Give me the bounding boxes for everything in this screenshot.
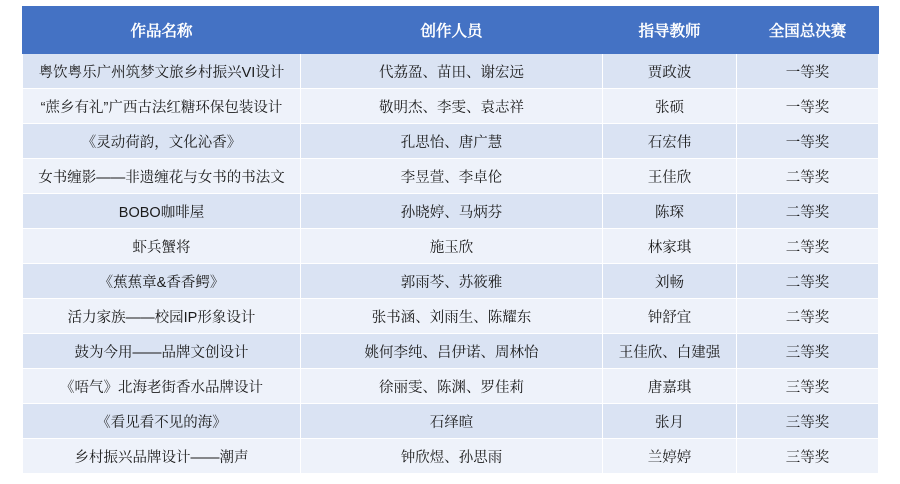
- cell-work-name: 《蕉蕉章&香香鳄》: [23, 264, 301, 299]
- cell-advisor: 林家琪: [603, 229, 737, 264]
- table-row: [23, 299, 879, 334]
- table-body: [23, 54, 879, 474]
- cell-creators: 钟欣煜、孙思雨: [301, 439, 603, 474]
- column-header-work-name: 作品名称: [23, 7, 301, 54]
- cell-advisor: 陈琛: [603, 194, 737, 229]
- cell-work-name: 《看见看不见的海》: [23, 404, 301, 439]
- table-header: [23, 7, 879, 54]
- cell-advisor: 张月: [603, 404, 737, 439]
- cell-work-name: 《灵动荷韵，文化沁香》: [23, 124, 301, 159]
- cell-creators: 孔思怡、唐广慧: [301, 124, 603, 159]
- cell-national-final: 二等奖: [737, 299, 879, 334]
- cell-advisor: 兰婷婷: [603, 439, 737, 474]
- cell-advisor: 贾政波: [603, 54, 737, 89]
- table-row: [23, 404, 879, 439]
- cell-national-final: 三等奖: [737, 404, 879, 439]
- cell-work-name: 活力家族——校园IP形象设计: [23, 299, 301, 334]
- cell-national-final: 一等奖: [737, 124, 879, 159]
- table-row: [23, 54, 879, 89]
- cell-creators: 孙晓婷、马炳芬: [301, 194, 603, 229]
- table-row: [23, 159, 879, 194]
- table-row: [23, 229, 879, 264]
- cell-national-final: 二等奖: [737, 264, 879, 299]
- table-row: [23, 124, 879, 159]
- cell-creators: 李昱萱、李卓伦: [301, 159, 603, 194]
- cell-advisor: 刘畅: [603, 264, 737, 299]
- cell-advisor: 张硕: [603, 89, 737, 124]
- cell-advisor: 王佳欣、白建强: [603, 334, 737, 369]
- cell-creators: 张书涵、刘雨生、陈耀东: [301, 299, 603, 334]
- cell-creators: 敬明杰、李雯、袁志祥: [301, 89, 603, 124]
- cell-work-name: 虾兵蟹将: [23, 229, 301, 264]
- cell-creators: 姚何李纯、吕伊诺、周林怡: [301, 334, 603, 369]
- cell-work-name: 鼓为今用——品牌文创设计: [23, 334, 301, 369]
- table-row: [23, 334, 879, 369]
- cell-national-final: 三等奖: [737, 369, 879, 404]
- cell-creators: 代荔盈、苗田、谢宏远: [301, 54, 603, 89]
- cell-work-name: “蔗乡有礼”广西古法红糖环保包装设计: [23, 89, 301, 124]
- table-row: [23, 439, 879, 474]
- table-row: [23, 369, 879, 404]
- cell-national-final: 二等奖: [737, 159, 879, 194]
- cell-creators: 徐丽雯、陈渊、罗佳莉: [301, 369, 603, 404]
- cell-advisor: 石宏伟: [603, 124, 737, 159]
- column-header-creators: 创作人员: [301, 7, 603, 54]
- cell-work-name: 粤饮粤乐广州筑梦文旅乡村振兴VI设计: [23, 54, 301, 89]
- cell-work-name: 乡村振兴品牌设计——潮声: [23, 439, 301, 474]
- cell-national-final: 二等奖: [737, 194, 879, 229]
- cell-advisor: 钟舒宜: [603, 299, 737, 334]
- column-header-advisor: 指导教师: [603, 7, 737, 54]
- cell-creators: 郭雨芩、苏筱雅: [301, 264, 603, 299]
- cell-national-final: 一等奖: [737, 89, 879, 124]
- cell-national-final: 三等奖: [737, 334, 879, 369]
- table-row: [23, 264, 879, 299]
- cell-advisor: 唐嘉琪: [603, 369, 737, 404]
- cell-advisor: 王佳欣: [603, 159, 737, 194]
- cell-national-final: 三等奖: [737, 439, 879, 474]
- table-header-row: [23, 7, 879, 54]
- cell-work-name: 女书缠影——非遗缠花与女书的书法文: [23, 159, 301, 194]
- column-header-national-final: 全国总决赛: [737, 7, 879, 54]
- cell-national-final: 二等奖: [737, 229, 879, 264]
- cell-creators: 施玉欣: [301, 229, 603, 264]
- cell-work-name: 《唔气》北海老街香水品牌设计: [23, 369, 301, 404]
- cell-national-final: 一等奖: [737, 54, 879, 89]
- table-row: [23, 194, 879, 229]
- cell-work-name: BOBO咖啡屋: [23, 194, 301, 229]
- awards-table: [22, 6, 879, 474]
- cell-creators: 石绎暄: [301, 404, 603, 439]
- table-row: [23, 89, 879, 124]
